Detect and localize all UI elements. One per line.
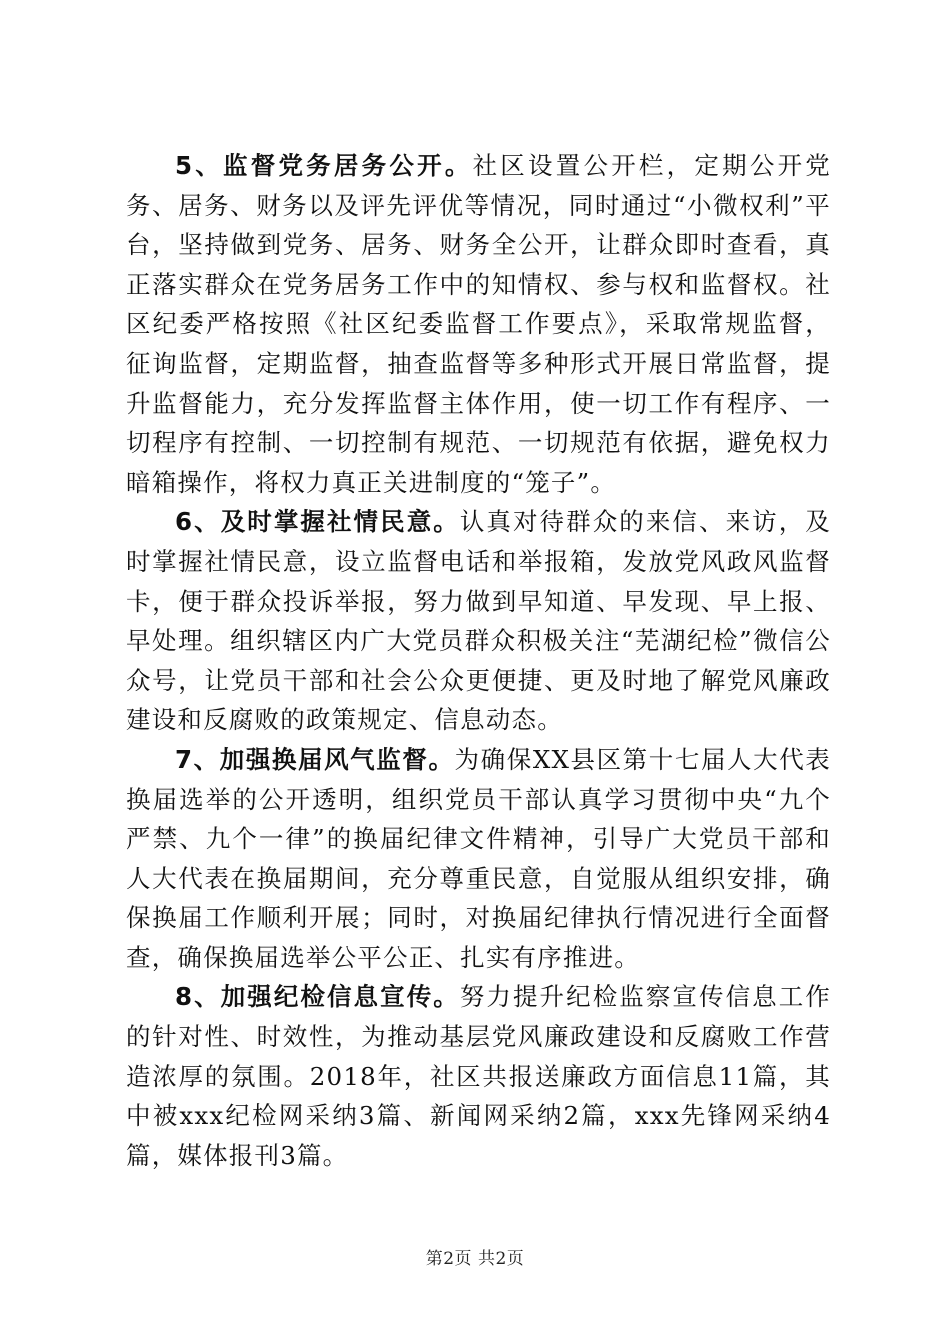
paragraph-item-8 (126, 977, 831, 1175)
paragraph-heading: 8、加强纪检信息宣传。 (175, 982, 460, 1012)
paragraph-item-5 (126, 146, 831, 502)
paragraph-text: 认真对待群众的来信、来访，及时掌握社情民意，设立监督电话和举报箱，发放党风政风监督卡，便于群众投诉举报，努力做到早知道、早发现、早上报、早处理。组织辖区内广大党员群众积极关注“芜湖纪检”微信公众号，让党员干部和社会公众更便捷、更及时地了解党风廉政建设和反腐败的政策规定、信息动态。 (126, 507, 831, 735)
paragraph-text: 为确保XX县区第十七届人大代表换届选举的公开透明，组织党员干部认真学习贯彻中央“九个严禁、九个一律”的换届纪律文件精神，引导广大党员干部和人大代表在换届期间，充分尊重民意，自觉服从组织安排，确保换届工作顺利开展；同时，对换届纪律执行情况进行全面督查，确保换届选举公平公正、扎实有序推进。 (126, 744, 831, 972)
paragraph-heading: 5、监督党务居务公开。 (175, 151, 473, 180)
paragraph-text: 社区设置公开栏，定期公开党务、居务、财务以及评先评优等情况，同时通过“小微权利”平台，坚持做到党务、居务、财务全公开，让群众即时查看，真正落实群众在党务居务工作中的知情权、参与权和监督权。社区纪委严格按照《社区纪委监督工作要点》，采取常规监督，征询监督，定期监督，抽查监督等多种形式开展日常监督，提升监督能力，充分发挥监督主体作用，使一切工作有程序、一切程序有控制、一切控制有规范、一切规范有依据，避免权力暗箱操作，将权力真正关进制度的“笼子”。 (126, 151, 831, 497)
paragraph-text: 努力提升纪检监察宣传信息工作的针对性、时效性，为推动基层党风廉政建设和反腐败工作营造浓厚的氛围。2018年，社区共报送廉政方面信息11篇，其中被xxx纪检网采纳3篇、新闻网采纳2篇，xxx先锋网采纳4篇，媒体报刊3篇。 (126, 982, 831, 1170)
paragraph-heading: 6、及时掌握社情民意。 (175, 507, 460, 537)
paragraph-item-6 (126, 502, 831, 740)
paragraph-item-7 (126, 740, 831, 978)
document-body (126, 146, 831, 1175)
paragraph-heading: 7、加强换届风气监督。 (175, 744, 455, 774)
page-number-footer: 第2页 共2页 (425, 1249, 525, 1269)
